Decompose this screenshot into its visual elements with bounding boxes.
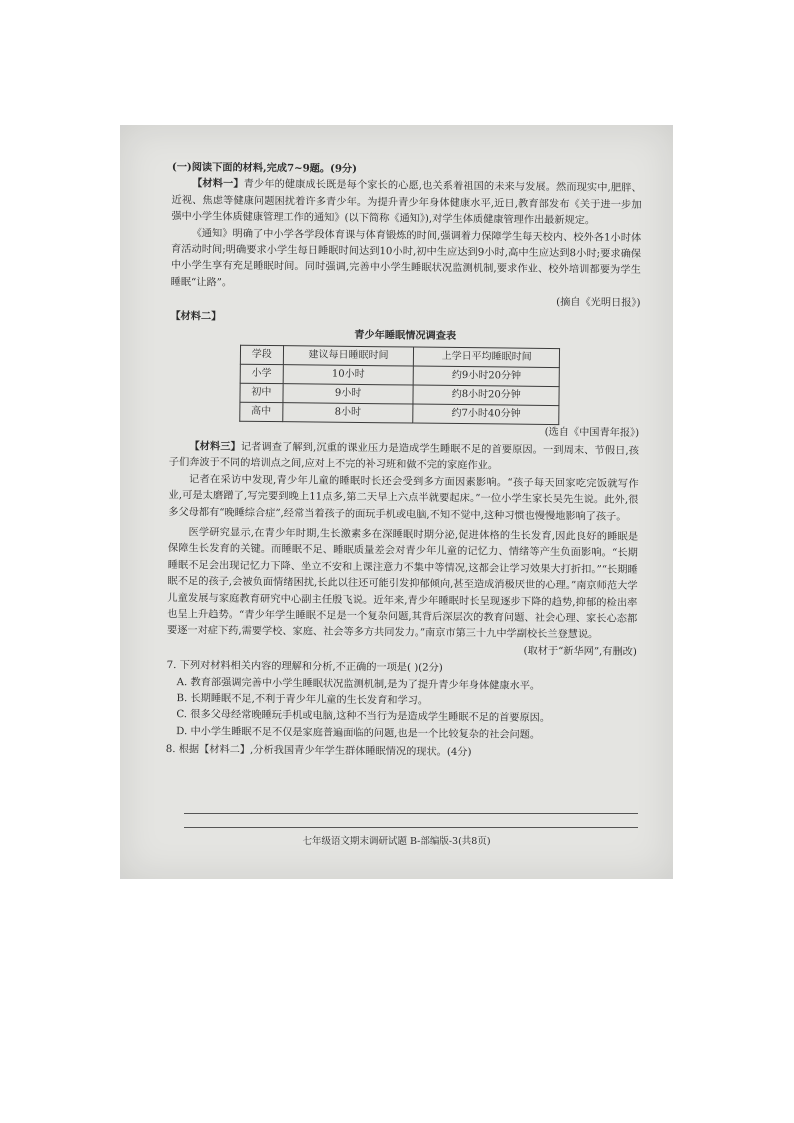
question-8-stem: 8. 根据【材料二】,分析我国青少年学生群体睡眠情况的现状。(4分) bbox=[165, 744, 472, 759]
section-title: (一)阅读下面的材料,完成7~9题。(9分) bbox=[171, 160, 358, 175]
question-7-option-b: B. 长期睡眠不足,不利于青少年儿童的生长发育和学习。 bbox=[176, 693, 429, 707]
answer-line bbox=[184, 827, 638, 828]
material-2-source: (选自《中国青年报》) bbox=[544, 427, 640, 440]
column-header-stage: 学段 bbox=[240, 346, 283, 365]
page-footer: 七年级语文期末调研试题 B-部编版-3(共8页) bbox=[302, 836, 491, 847]
table-cell: 10小时 bbox=[283, 365, 414, 385]
material-3-paragraph-2: 记者在采访中发现,青少年儿童的睡眠时长还会受到多方面因素影响。“孩子每天回家吃完饭就写作业,可是太磨蹭了,写完要到晚上11点多,第二天早上六点半就要起床。”一位小学生家长吴先生说。此外,很多父母都有“晚睡综合症”,经常当着孩子的面玩手机或电脑,不知不觉中,这种习惯也慢慢地影响了孩子。 bbox=[168, 473, 639, 523]
table-cell: 8小时 bbox=[282, 403, 413, 423]
material-3-paragraph-3: 医学研究显示,在青少年时期,生长激素多在深睡眠时期分泌,促进体格的生长发育,因此良好的睡眠是保障生长发育的关键。而睡眠不足、睡眠质量差会对青少年儿童的记忆力、情绪等产生负面影响。“长期睡眠不足会出现记忆力下降、坐立不安和上课注意力不集中等情况,这都会让学习效果大打折扣。”“长期睡眠不足的孩子,会被负面情绪困扰,长此以往还可能引发抑郁倾向,甚至造成消极厌世的心理。”南京师范大学儿童发展与家庭教育研究中心副主任殷飞说。近年来,青少年睡眠时长呈现逐步下降的趋势,抑郁的检出率也呈上升趋势。“青少年学生睡眠不足是一个复杂问题,其背后深层次的教育问题、社会心理、家长心态都要逐一对症下药,需要学校、家庭、社会等多方共同发力。”南京市第三十九中学副校长兰登慧说。 bbox=[167, 527, 639, 641]
question-7-option-a: A. 教育部强调完善中小学生睡眠状况监测机制,是为了提升青少年身体健康水平。 bbox=[176, 676, 541, 692]
question-7-option-c: C. 很多父母经常晚睡玩手机或电脑,这种不当行为是造成学生睡眠不足的首要原因。 bbox=[176, 709, 551, 725]
table-cell: 初中 bbox=[240, 384, 283, 403]
material-2-label: 【材料二】 bbox=[170, 309, 222, 323]
material-1-label: 【材料一】 bbox=[192, 177, 244, 191]
table-cell: 约7小时40分钟 bbox=[413, 405, 559, 426]
table-cell: 小学 bbox=[240, 365, 283, 384]
scanned-page-photo bbox=[120, 125, 673, 879]
material-3-source: (取材于“新华网”,有删改) bbox=[523, 645, 637, 658]
page-content bbox=[166, 159, 642, 763]
material-1-source: (摘自《光明日报》) bbox=[556, 297, 641, 310]
material-1-paragraph-1: 【材料一】青少年的健康成长既是每个家长的心愿,也关系着祖国的未来与发展。然而现实中,肥胖、近视、焦虑等健康问题困扰着许多青少年。为提升青少年身体健康水平,近日,教育部发布《关于进一步加强中小学生体质健康管理工作的通知》(以下简称《通知》),对学生体质健康管理作出最新规定。 bbox=[171, 177, 642, 227]
material-1-paragraph-2: 《通知》明确了中小学各学段体育课与体育锻炼的时间,强调着力保障学生每天校内、校外各1小时体育活动时间;明确要求小学生每日睡眠时间达到10小时,初中生应达到9小时,高中生应达到8小时;要求确保中小学生享有充足睡眠时间。同时强调,完善中小学生睡眠状况监测机制,要求作业、校外培训都要为学生睡眠“让路”。 bbox=[170, 227, 642, 289]
column-header-actual: 上学日平均睡眠时间 bbox=[414, 348, 560, 369]
answer-line bbox=[184, 813, 638, 814]
table-cell: 高中 bbox=[240, 403, 283, 422]
table-cell: 约8小时20分钟 bbox=[413, 386, 559, 407]
material-3-label: 【材料三】 bbox=[189, 440, 241, 453]
question-7-option-d: D. 中小学生睡眠不足不仅是家庭普遍面临的问题,也是一个比较复杂的社会问题。 bbox=[176, 725, 541, 741]
column-header-recommended: 建议每日睡眠时间 bbox=[283, 346, 414, 366]
material-3-paragraph-1: 【材料三】记者调查了解到,沉重的课业压力是造成学生睡眠不足的首要原因。一到周末、节假日,孩子们奔波于不同的培训点之间,应对上不完的补习班和做不完的家庭作业。 bbox=[168, 440, 640, 472]
survey-table-title: 青少年睡眠情况调查表 bbox=[354, 329, 457, 343]
table-cell: 9小时 bbox=[283, 384, 414, 404]
question-7-stem: 7. 下列对材料相关内容的理解和分析,不正确的一项是( )(2分) bbox=[166, 660, 443, 675]
sleep-survey-table bbox=[239, 345, 560, 425]
table-cell: 约9小时20分钟 bbox=[414, 367, 560, 388]
table-row bbox=[240, 403, 559, 425]
